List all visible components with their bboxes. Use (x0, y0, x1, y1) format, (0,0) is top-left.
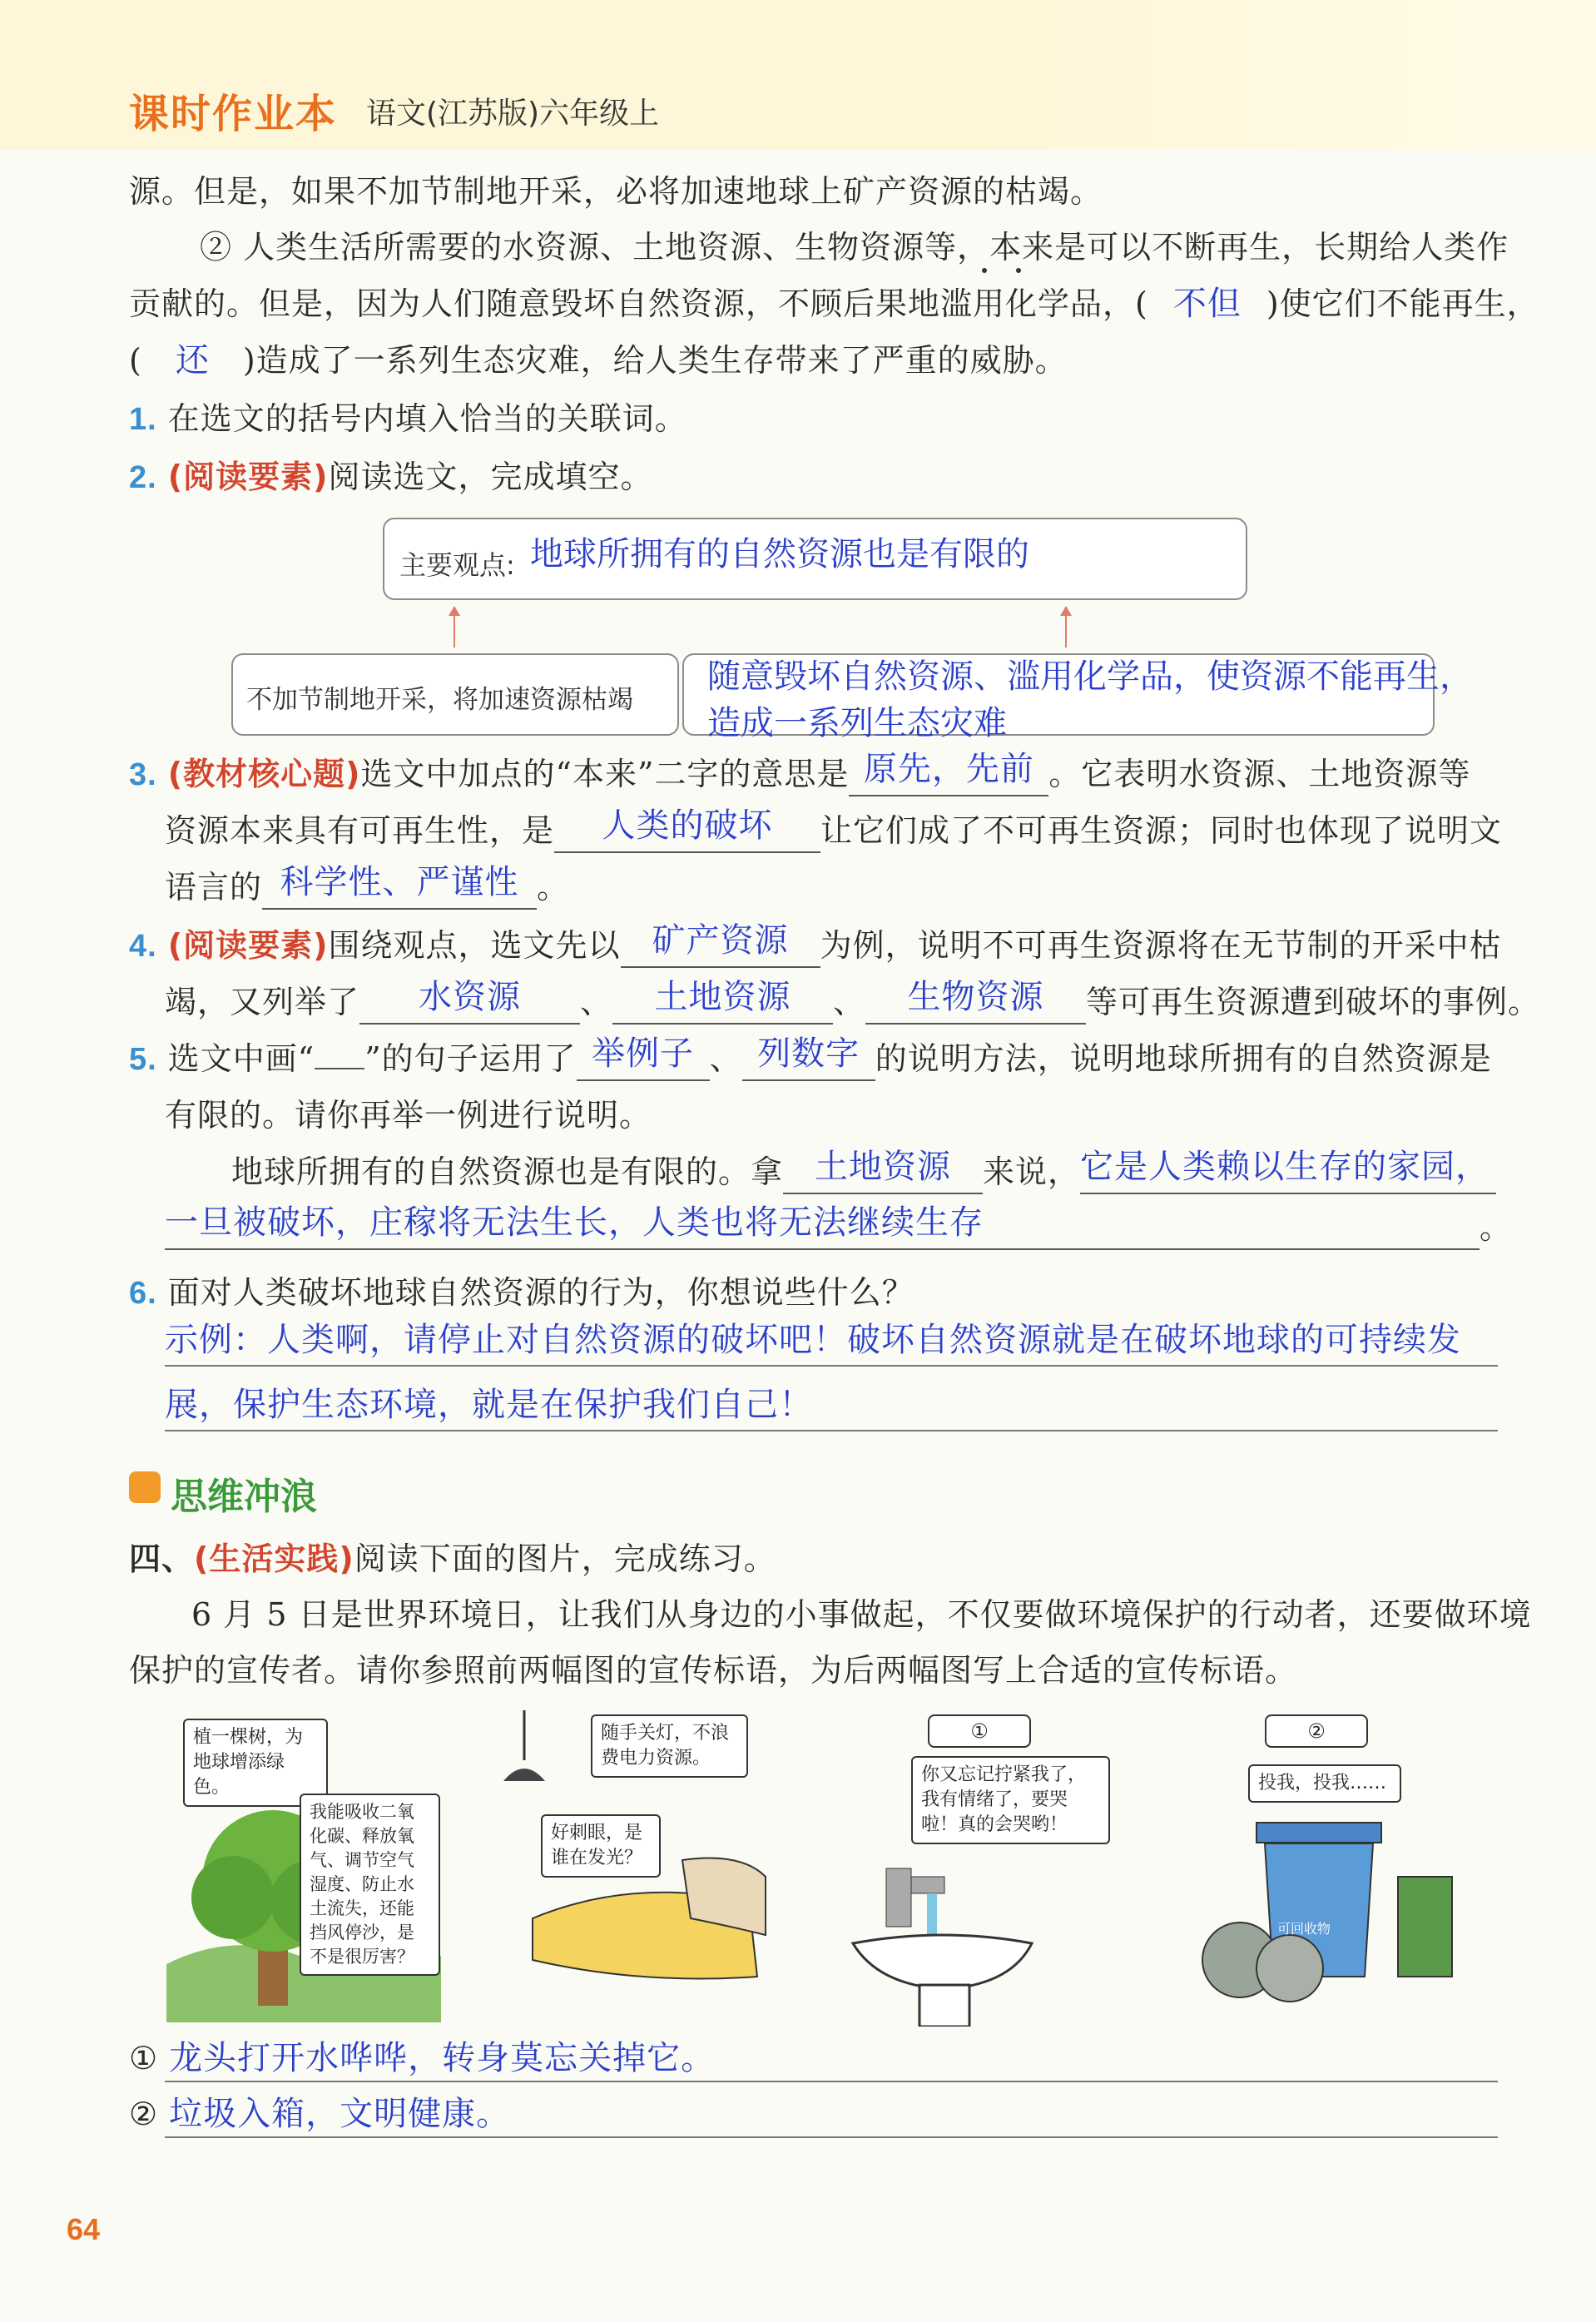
handwritten-answer: 人类的破坏 (602, 806, 773, 845)
passage-text: )使它们不能再生， (1266, 285, 1539, 322)
handwritten-answer: 龙头打开水哗哗，转身莫忘关掉它。 (169, 2039, 716, 2077)
reason-left-text: 不加节制地开采，将加速资源枯竭 (246, 685, 633, 715)
answer-blank[interactable] (1080, 1148, 1496, 1194)
subject-title: 语文(江苏版)六年级上 (366, 97, 660, 131)
question-text: 让它们成了不可再生资源；同时也体现了说明文 (820, 812, 1503, 849)
question-text: 。它表明水资源、土地资源等 (1048, 756, 1471, 792)
handwritten-answer: 列数字 (757, 1034, 860, 1073)
illustration-lamp (499, 1710, 774, 1993)
emphasis-dot (982, 268, 987, 273)
question-5-line-1 (129, 1034, 1492, 1081)
illustration-tree (166, 1714, 441, 2022)
question-four (129, 1538, 776, 1580)
speech-bubble: 我能吸收二氧化碳、释放氧气、调节空气湿度、防止水土流失，还能挡风停沙，是不是很厉害？ (300, 1794, 440, 1976)
question-text: ”的句子运用了 (364, 1040, 577, 1077)
question-text: 选文中加点的“本来”二字的意思是 (360, 756, 850, 792)
arrow-line (454, 614, 455, 647)
section-title: 思维冲浪 (171, 1476, 317, 1518)
question-2 (129, 456, 653, 499)
question-text: 地球所拥有的自然资源也是有限的。拿 (231, 1154, 784, 1190)
handwritten-answer: 土地资源 (815, 1148, 952, 1186)
answer-blank[interactable] (577, 1034, 710, 1081)
handwritten-answer: 土地资源 (654, 978, 791, 1016)
slogan-answer-1 (129, 2037, 715, 2079)
ruled-line (165, 2081, 1498, 2082)
question-number: 四、 (129, 1540, 195, 1577)
question-tag: (教材核心题) (167, 756, 361, 792)
answer-blank[interactable] (783, 1148, 983, 1194)
arrow-line (1065, 614, 1067, 647)
trash-bin-icon (1190, 1710, 1473, 2027)
question-4-line-1 (129, 921, 1502, 968)
ruled-line (165, 1365, 1498, 1367)
passage-p2-line-3 (129, 340, 1068, 381)
caption-bubble: 随手关灯，不浪费电力资源。 (591, 1714, 748, 1778)
emphasis-dot (1016, 268, 1021, 273)
picture-tag: ① (928, 1714, 1031, 1748)
reason-right-answer-2: 造成一系列生态灾难 (707, 704, 1007, 742)
passage-text: ( (129, 342, 142, 379)
answer-blank[interactable] (849, 750, 1048, 796)
question-text: 的说明方法，说明地球所拥有的自然资源是 (875, 1040, 1492, 1077)
question-4-line-2 (165, 978, 1541, 1025)
handwritten-answer: 生物资源 (907, 978, 1044, 1016)
arrow-head (449, 606, 460, 616)
main-point-answer: 地球所拥有的自然资源也是有限的 (530, 535, 1029, 573)
reason-box-right (682, 653, 1473, 742)
question-text: 来说， (983, 1154, 1081, 1190)
illustration-bins (1190, 1710, 1473, 2027)
question-6 (129, 1272, 914, 1314)
question-text: 阅读选文，完成填空。 (328, 459, 653, 495)
handwritten-answer: 水资源 (419, 978, 522, 1016)
main-point-box (383, 518, 1247, 600)
handwritten-answer: 矿产资源 (652, 921, 789, 960)
bin-label: 可回收物 (1277, 1921, 1331, 1937)
brand-title: 课时作业本 (129, 91, 338, 137)
answer-blank[interactable] (262, 863, 537, 910)
question-number: 1. (129, 402, 157, 437)
passage-p2-line-1: ② 人类生活所需要的水资源、土地资源、生物资源等，本来是可以不断再生，长期给人类作 (200, 229, 1509, 265)
question-number: 3. (129, 757, 157, 792)
page-header (0, 0, 1596, 150)
illustration-faucet (845, 1710, 1119, 2027)
question-text: 竭，又列举了 (165, 984, 360, 1020)
handwritten-answer: 一旦被破坏，庄稼将无法生长，人类也将无法继续生存 (165, 1203, 984, 1242)
section-icon (129, 1471, 161, 1503)
question-tag: (阅读要素) (167, 927, 329, 964)
speech-bubble: 投我，投我…… (1248, 1764, 1401, 1803)
handwritten-answer: 举例子 (592, 1034, 695, 1073)
question-text: 面对人类破坏地球自然资源的行为，你想说些什么？ (167, 1274, 914, 1311)
handwritten-answer: 原先，先前 (863, 750, 1034, 788)
answer-blank[interactable] (165, 1203, 1480, 1250)
page-number: 64 (67, 2212, 101, 2246)
main-point-label: 主要观点: (399, 549, 515, 581)
answer-blank[interactable] (865, 978, 1086, 1025)
passage-text: )造成了一系列生态灾难，给人类生存带来了严重的威胁。 (242, 342, 1068, 379)
handwritten-answer: 它是人类赖以生存的家园， (1080, 1148, 1490, 1186)
question-text: 在选文的括号内填入恰当的关联词。 (167, 400, 687, 437)
question-number: 2. (129, 460, 157, 495)
question-text: 。 (1480, 1209, 1513, 1246)
passage-text: 贡献的。但是，因为人们随意毁坏自然资源，不顾后果地滥用化学品，( (129, 285, 1148, 322)
question-1 (129, 398, 687, 440)
question-text: 阅读下面的图片，完成练习。 (354, 1541, 776, 1577)
faucet-icon (845, 1710, 1119, 2027)
underline-mark (315, 1068, 364, 1069)
passage-line-1: 源。但是，如果不加节制地开采，必将加速地球上矿产资源的枯竭。 (129, 173, 1103, 210)
handwritten-answer: 垃圾入箱，文明健康。 (169, 2095, 511, 2133)
question-number: 4. (129, 929, 157, 964)
q6-answer-line-1: 示例：人类啊，请停止对自然资源的破坏吧！破坏自然资源就是在破坏地球的可持续发 (165, 1321, 1461, 1359)
question-5-line-2: 有限的。请你再举一例进行说明。 (165, 1097, 652, 1134)
question-text: 选文中画“ (167, 1040, 315, 1077)
question-tag: (阅读要素) (167, 459, 329, 495)
separator: 、 (709, 1040, 742, 1077)
handwritten-answer: 科学性、严谨性 (280, 863, 519, 901)
question-5-line-3 (231, 1148, 1496, 1194)
question-four-para-2: 保护的宣传者。请你参照前两幅图的宣传标语，为后两幅图写上合适的宣传标语。 (129, 1652, 1298, 1689)
passage-p2-line-2 (129, 283, 1539, 325)
question-number: 6. (129, 1276, 157, 1311)
answer-blank[interactable] (621, 921, 820, 968)
question-text: 等可再生资源遭到破坏的事例。 (1086, 984, 1541, 1020)
question-5-line-4 (165, 1203, 1513, 1250)
answer-blank[interactable] (554, 806, 820, 853)
separator: 、 (833, 984, 866, 1020)
separator: 、 (580, 984, 613, 1020)
question-tag: (生活实践) (194, 1541, 354, 1577)
ruled-line (165, 1430, 1498, 1431)
answer-blank[interactable] (742, 1034, 875, 1081)
arrow-head (1060, 606, 1072, 616)
handwritten-answer: 不但 (1172, 285, 1242, 323)
ruled-line (165, 2136, 1498, 2138)
reason-right-answer-1: 随意毁坏自然资源、滥用化学品，使资源不能再生， (707, 657, 1473, 696)
question-text: 资源本来具有可再生性，是 (165, 812, 555, 849)
speech-bubble: 好刺眼，是谁在发光？ (541, 1814, 661, 1878)
slogan-answer-2 (129, 2093, 510, 2135)
answer-number: ① (129, 2040, 159, 2076)
question-text: 围绕观点，选文先以 (328, 927, 621, 964)
speech-bubble: 你又忘记拧紧我了，我有情绪了，要哭啦！真的会哭哟！ (911, 1756, 1110, 1844)
question-text: 为例，说明不可再生资源将在无节制的开采中枯 (820, 927, 1502, 964)
answer-blank[interactable] (612, 978, 833, 1025)
reason-box-left (231, 653, 679, 736)
question-number: 5. (129, 1042, 157, 1077)
answer-blank[interactable] (359, 978, 580, 1025)
question-3-line-1 (129, 750, 1471, 796)
question-3-line-2 (165, 806, 1503, 853)
handwritten-answer: 还 (175, 341, 210, 380)
picture-tag: ② (1265, 1714, 1368, 1748)
question-text: 。 (537, 869, 570, 905)
answer-number: ② (129, 2096, 159, 2132)
question-four-para-1: 6 月 5 日是世界环境日，让我们从身边的小事做起，不仅要做环境保护的行动者，还要做环境 (191, 1596, 1532, 1633)
question-text: 语言的 (165, 869, 263, 905)
caption-bubble: 植一棵树，为地球增添绿色。 (183, 1719, 328, 1807)
question-3-line-3 (165, 863, 570, 910)
q6-answer-line-2: 展，保护生态环境，就是在保护我们自己！ (165, 1386, 813, 1424)
